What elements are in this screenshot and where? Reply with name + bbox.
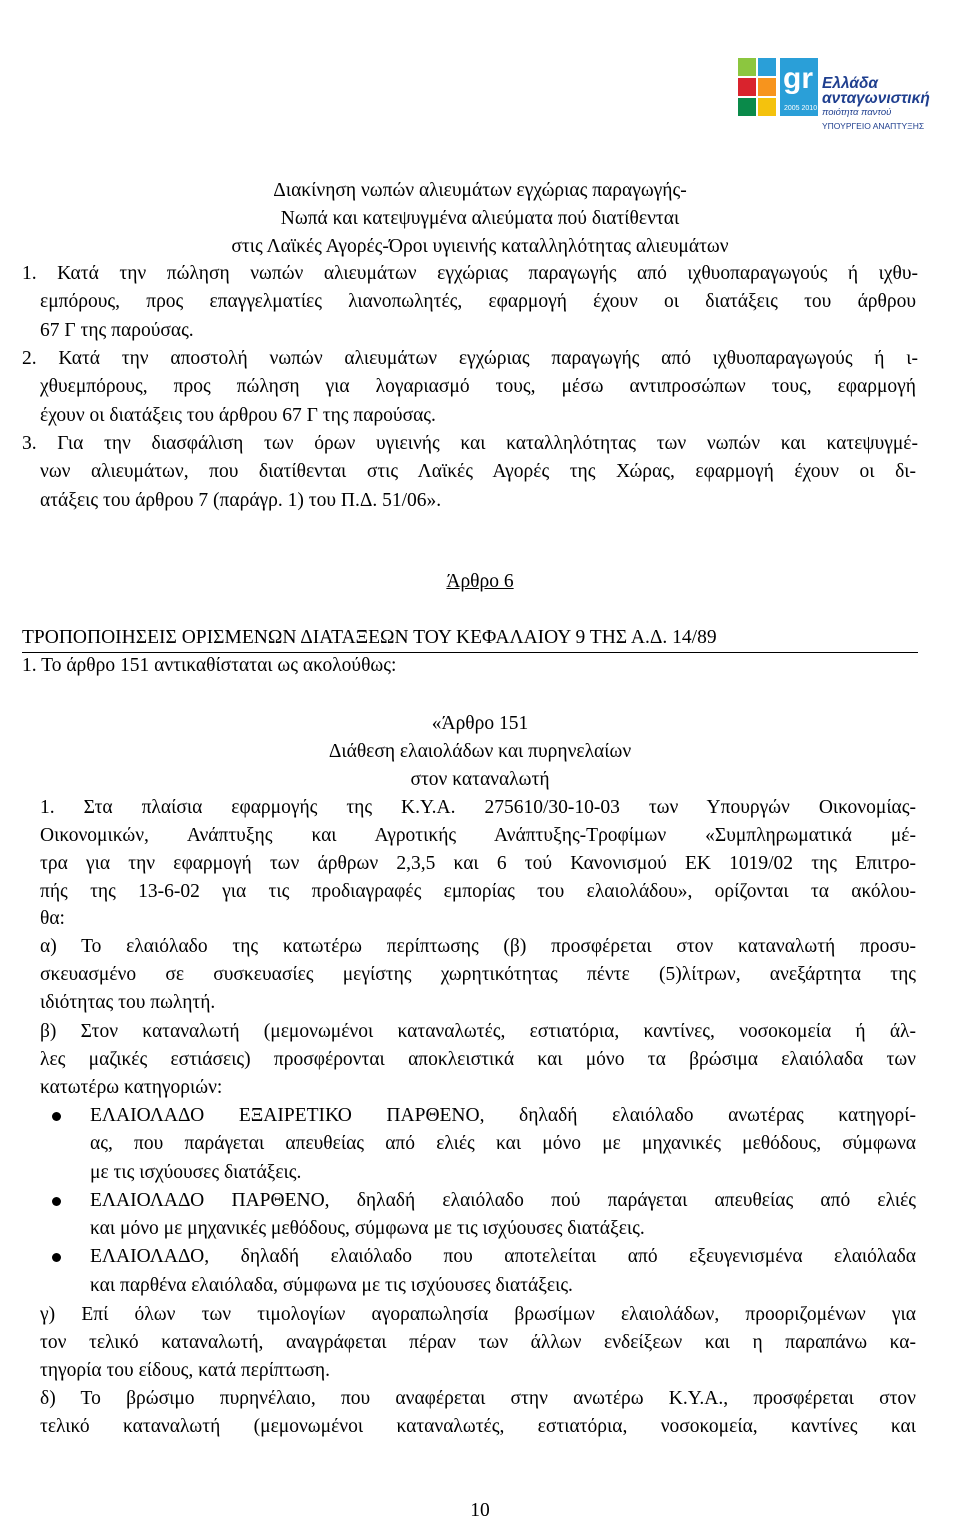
para-a-line-3: ιδιότητας του πωλητή.	[40, 992, 216, 1013]
quoted-article-title: «Άρθρο 151	[431, 713, 529, 734]
greece-logo-mark-icon	[736, 50, 820, 122]
amendments-heading: ΤΡΟΠΟΠΟΙΗΣΕΙΣ ΟΡΙΣΜΕΝΩΝ ΔΙΑΤΑΞΕΩΝ ΤΟΥ ΚΕΦΑΛΑΙΟΥ 9 ΤΗΣ Α.Δ. 14/89	[22, 627, 717, 648]
s1-p2-line-2: χθυεμπόρους, προς πώληση για λογαριασμό τους, μέσω αντιπροσώπων τους, εφαρμογή	[40, 376, 916, 397]
bullet-dot-icon	[52, 1197, 61, 1206]
para-c-line-1: γ) Επί όλων των τιμολογίων αγοραπωλησία βρωσίμων ελαιολάδων, προοριζομένων για	[40, 1304, 916, 1325]
title-line-1: Διακίνηση νωπών αλιευμάτων εγχώριας παραγωγής-	[273, 180, 687, 201]
para-c-line-2: τον τελικό καταναλωτή, αναγράφεται πέραν των άλλων ενδείξεων και η παραπάνω κα-	[40, 1332, 916, 1353]
logo-line-1: Ελλάδα	[822, 75, 879, 92]
page-number: 10	[470, 1500, 490, 1521]
s1-p3-line-2: νων αλιευμάτων, που διατίθενται στις Λαϊκές Αγορές της Χώρας, εφαρμογή έχουν οι δι-	[40, 461, 916, 482]
s1-p2-line-1: 2. Κατά την αποστολή νωπών αλιευμάτων εγχώριας παραγωγής από ιχθυοπαραγωγούς ή ι-	[22, 348, 918, 369]
s1-p1-line-2: εμπόρους, προς επαγγελματίες λιανοπωλητές, εφαρμογή έχουν οι διατάξεις του άρθρου	[40, 291, 916, 312]
logo-gr-text: gr	[783, 62, 813, 95]
s1-p1-line-3: 67 Γ της παρούσας.	[40, 320, 194, 341]
replace-line: 1. Το άρθρο 151 αντικαθίσταται ως ακολούθως:	[22, 655, 397, 676]
para-d-line-2: τελικό καταναλωτή (μεμονωμένοι καταναλωτές, εστιατόρια, νοσοκομεία, καντίνες και	[40, 1416, 916, 1437]
para-b-line-2: λες μαζικές εστιάσεις) προσφέρονται αποκλειστικά και μόνο τα βρώσιμα ελαιόλαδα των	[40, 1049, 916, 1070]
para1-line-5: θα:	[40, 908, 65, 929]
para-a-line-1: α) Το ελαιόλαδο της κατωτέρω περίπτωσης (β) προσφέρεται στον καταναλωτή προσυ-	[40, 936, 916, 957]
logo-wordmark	[822, 76, 930, 131]
bullet-2-line-2: και μόνο με μηχανικές μεθόδους, σύμφωνα με τις ισχύουσες διατάξεις.	[90, 1218, 645, 1239]
s1-p1-line-1: 1. Κατά την πώληση νωπών αλιευμάτων εγχώριας παραγωγής από ιχθυοπαραγωγούς ή ιχθυ-	[22, 263, 918, 284]
ministry-logo	[730, 30, 930, 131]
para-a-line-2: σκευασμένο σε συσκευασίες μεγίστης χωρητικότητας πέντε (5)λίτρων, ανεξάρτητα της	[40, 964, 916, 985]
bullet-1-line-1: ΕΛΑΙΟΛΑΔΟ ΕΞΑΙΡΕΤΙΚΟ ΠΑΡΘΕΝΟ, δηλαδή ελαιόλαδο ανωτέρας κατηγορί-	[90, 1105, 916, 1126]
logo-line-3: ποιότητα παντού	[822, 107, 892, 118]
s1-p3-line-3: ατάξεις του άρθρου 7 (παράγρ. 1) του Π.Δ. 51/06».	[40, 490, 442, 511]
para1-line-1: 1. Στα πλαίσια εφαρμογής της Κ.Υ.Α. 275610/30-10-03 των Υπουργών Οικονομίας-	[40, 797, 916, 818]
s1-p3-line-1: 3. Για την διασφάλιση των όρων υγιεινής και καταλληλότητας των νωπών και κατεψυγμέ-	[22, 433, 918, 454]
bullet-1-line-3: με τις ισχύουσες διατάξεις.	[90, 1162, 302, 1183]
quoted-article-subtitle-1: Διάθεση ελαιολάδων και πυρηνελαίων	[328, 741, 632, 762]
para1-line-3: τρα για την εφαρμογή των άρθρων 2,3,5 και 6 τού Κανονισμού ΕΚ 1019/02 της Επιτρο-	[40, 853, 916, 874]
para-d-line-1: δ) Το βρώσιμο πυρηνέλαιο, που αναφέρεται στην ανωτέρω Κ.Υ.Α., προσφέρεται στον	[40, 1388, 916, 1409]
bullet-3-line-2: και παρθένα ελαιόλαδα, σύμφωνα με τις ισχύουσες διατάξεις.	[90, 1275, 573, 1296]
para1-line-2: Οικονομικών, Ανάπτυξης και Αγροτικής Ανάπτυξης-Τροφίμων «Συμπληρωματικά μέ-	[40, 825, 916, 846]
para1-line-4: πής της 13-6-02 για τις προδιαγραφές εμπορίας του ελαιολάδου», ορίζονται τα ακόλου-	[40, 881, 916, 902]
para-c-line-3: τηγορία του είδους, κατά περίπτωση.	[40, 1360, 330, 1381]
bullet-dot-icon	[52, 1253, 61, 1262]
title-line-2: Νωπά και κατεψυγμένα αλιεύματα πού διατίθενται	[280, 208, 680, 229]
para-b-line-1: β) Στον καταναλωτή (μεμονωμένοι καταναλωτές, εστιατόρια, καντίνες, νοσοκομεία ή άλ-	[40, 1021, 916, 1042]
title-line-3: στις Λαϊκές Αγορές-Όροι υγιεινής καταλληλότητας αλιευμάτων	[231, 236, 729, 257]
bullet-1-line-2: ας, που παράγεται απευθείας από ελιές και μόνο με μηχανικές μεθόδους, σύμφωνα	[90, 1133, 916, 1154]
s1-p2-line-3: έχουν οι διατάξεις του άρθρου 67 Γ της παρούσας.	[40, 405, 436, 426]
logo-line-2: ανταγωνιστική	[822, 90, 930, 107]
heading-rule	[22, 652, 918, 653]
article-heading: Άρθρο 6	[446, 571, 514, 592]
bullet-3-line-1: ΕΛΑΙΟΛΑΔΟ, δηλαδή ελαιόλαδο που αποτελείται από εξευγενισμένα ελαιόλαδα	[90, 1246, 916, 1267]
bullet-2-line-1: ΕΛΑΙΟΛΑΔΟ ΠΑΡΘΕΝΟ, δηλαδή ελαιόλαδο πού παράγεται απευθείας από ελιές	[90, 1190, 916, 1211]
quoted-article-subtitle-2: στον καταναλωτή	[410, 769, 550, 790]
para-b-line-3: κατωτέρω κατηγοριών:	[40, 1077, 223, 1098]
bullet-dot-icon	[52, 1112, 61, 1121]
logo-years-text: 2005 2010	[784, 105, 818, 112]
logo-line-4: ΥΠΟΥΡΓΕΙΟ ΑΝΑΠΤΥΞΗΣ	[822, 121, 925, 131]
